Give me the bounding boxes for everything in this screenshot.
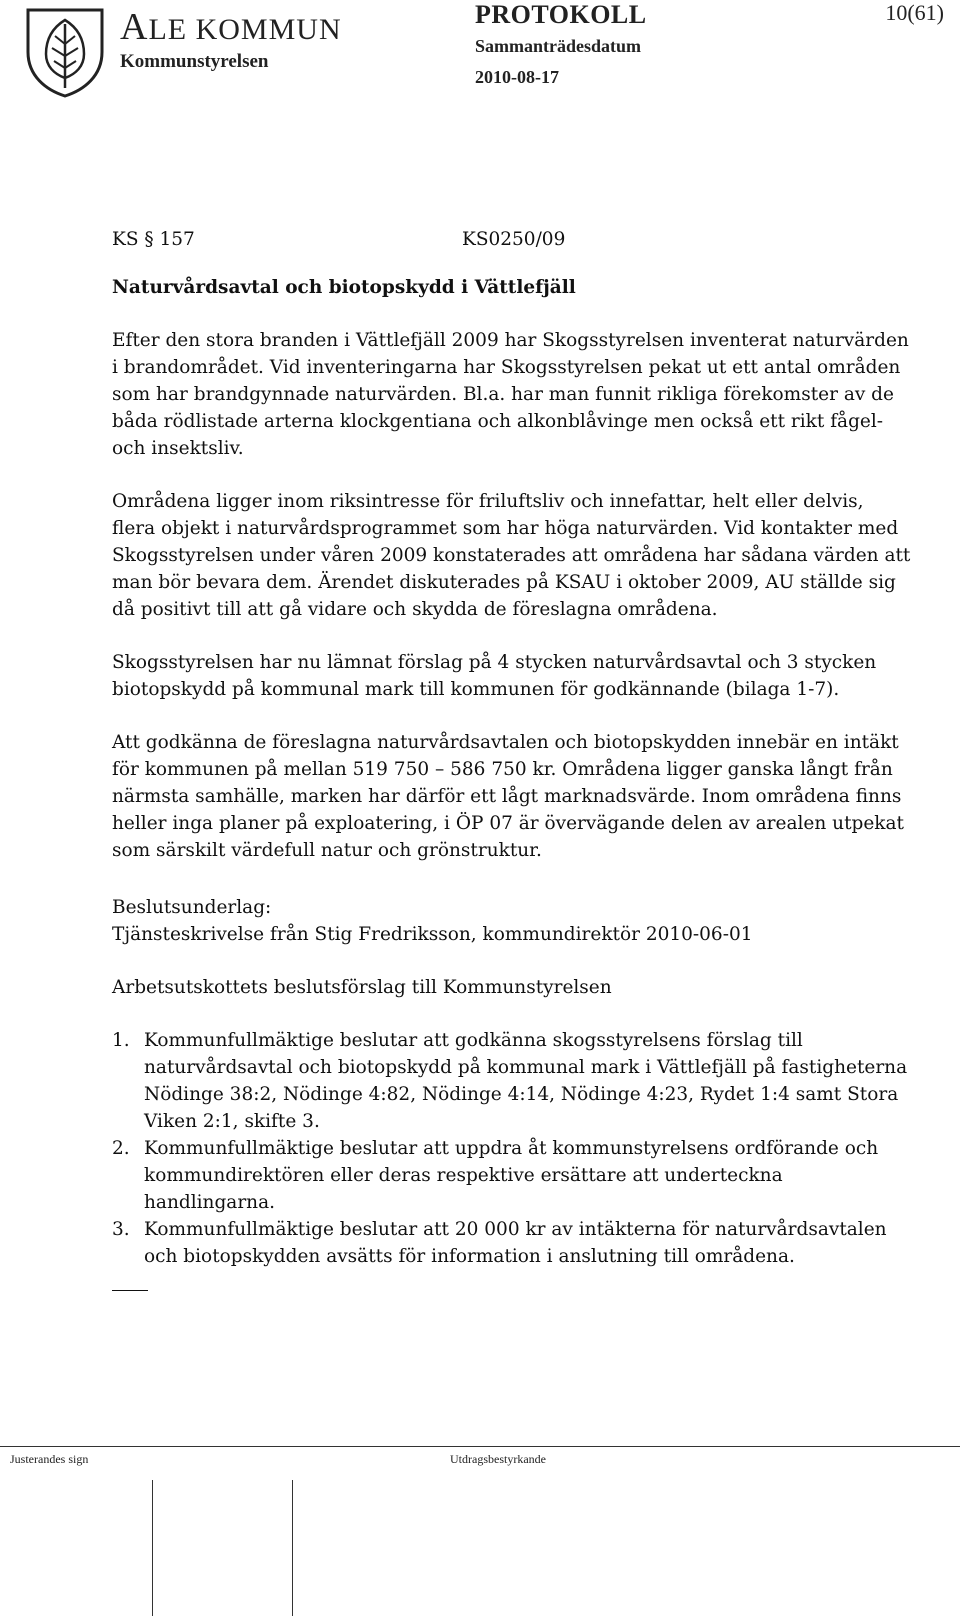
meeting-date: 2010-08-17	[475, 67, 559, 87]
proposal-heading: Arbetsutskottets beslutsförslag till Kommunstyrelsen	[112, 977, 612, 998]
list-item-number: 3.	[112, 1219, 130, 1240]
paragraph: Efter den stora branden i Vättlefjäll 2009 har Skogsstyrelsen inventerat naturvärden i brandområdet. Vid inventeringarna har Skogsstyrelsen pekat ut ett antal områden som har brandgynnade naturvärden. Bl.a. har man funnit rikliga förekomster av de båda rödlistade arterna klockgentiana och alkonblåvinge men också ett rikt fågel- och insektsliv.	[112, 330, 909, 459]
case-title: Naturvårdsavtal och biotopskydd i Vättlefjäll	[112, 277, 576, 298]
case-line	[112, 226, 912, 254]
list-item-number: 1.	[112, 1030, 130, 1051]
page-number: 10(61)	[885, 0, 944, 25]
ale-kommun-logo-icon	[22, 4, 108, 98]
extract-label: Utdragsbestyrkande	[450, 1452, 546, 1466]
date-label: Sammanträdesdatum	[475, 36, 642, 56]
signature-label: Justerandes sign	[10, 1452, 89, 1466]
protocol-block	[475, 0, 647, 88]
case-reference: KS0250/09	[462, 229, 566, 250]
list-item	[112, 1135, 912, 1216]
list-item-text: Kommunfullmäktige beslutar att godkänna skogsstyrelsens förslag till naturvårdsavtal och biotopskydd på kommunal mark i Vättlefjäll på fastigheterna Nödinge 38:2, Nödinge 4:82, Nödinge 4:14, Nödinge 4:23, Rydet 1:4 samt Stora Viken 2:1, skifte 3.	[144, 1030, 908, 1132]
signature-box-divider	[292, 1480, 293, 1616]
list-item-text: Kommunfullmäktige beslutar att 20 000 kr av intäkterna för naturvårdsavtalen och biotopskydden avsätts för information i anslutning till områdena.	[144, 1219, 887, 1267]
paragraph: Områdena ligger inom riksintresse för friluftsliv och innefattar, helt eller delvis, flera objekt i naturvårdsprogrammet som har höga naturvärden. Vid kontakter med Skogsstyrelsen under våren 2009 konstaterades att områdena har sådana värden att man bör bevara dem. Ärendet diskuterades på KSAU i oktober 2009, AU ställde sig då positivt till att gå vidare och skydda de föreslagna områdena.	[112, 491, 911, 620]
list-item-text: Kommunfullmäktige beslutar att uppdra åt kommunstyrelsens ordförande och kommundirektören eller deras respektive ersättare att underteckna handlingarna.	[144, 1138, 879, 1213]
org-name-rest: LE KOMMUN	[148, 13, 342, 46]
case-number: KS § 157	[112, 229, 195, 250]
list-item	[112, 1216, 912, 1270]
document-type: PROTOKOLL	[475, 0, 647, 29]
organization-block	[120, 6, 342, 73]
paragraph: Skogsstyrelsen har nu lämnat förslag på 4 stycken naturvårdsavtal och 3 stycken biotopskydd på kommunal mark till kommunen för godkännande (bilaga 1-7).	[112, 652, 877, 700]
decision-basis-item: Tjänsteskrivelse från Stig Fredriksson, kommundirektör 2010-06-01	[112, 924, 753, 945]
organization-name	[120, 6, 342, 48]
decision-basis	[112, 894, 912, 948]
list-item	[112, 1027, 912, 1135]
end-divider	[112, 1290, 148, 1291]
list-item-number: 2.	[112, 1138, 130, 1159]
proposal-list	[112, 1027, 912, 1270]
footer-divider	[0, 1446, 960, 1447]
org-name-initial: A	[120, 6, 149, 48]
organization-subname: Kommunstyrelsen	[120, 51, 269, 72]
decision-basis-label: Beslutsunderlag:	[112, 897, 272, 918]
document-body	[112, 226, 912, 1270]
signature-box-divider	[152, 1480, 153, 1616]
paragraph: Att godkänna de föreslagna naturvårdsavtalen och biotopskydden innebär en intäkt för kommunen på mellan 519 750 – 586 750 kr. Områdena ligger ganska långt från närmsta samhälle, marken har därför ett lågt marknadsvärde. Inom områdena finns heller inga planer på exploatering, i ÖP 07 är övervägande delen av arealen utpekat som särskilt värdefull natur och grönstruktur.	[112, 732, 904, 861]
